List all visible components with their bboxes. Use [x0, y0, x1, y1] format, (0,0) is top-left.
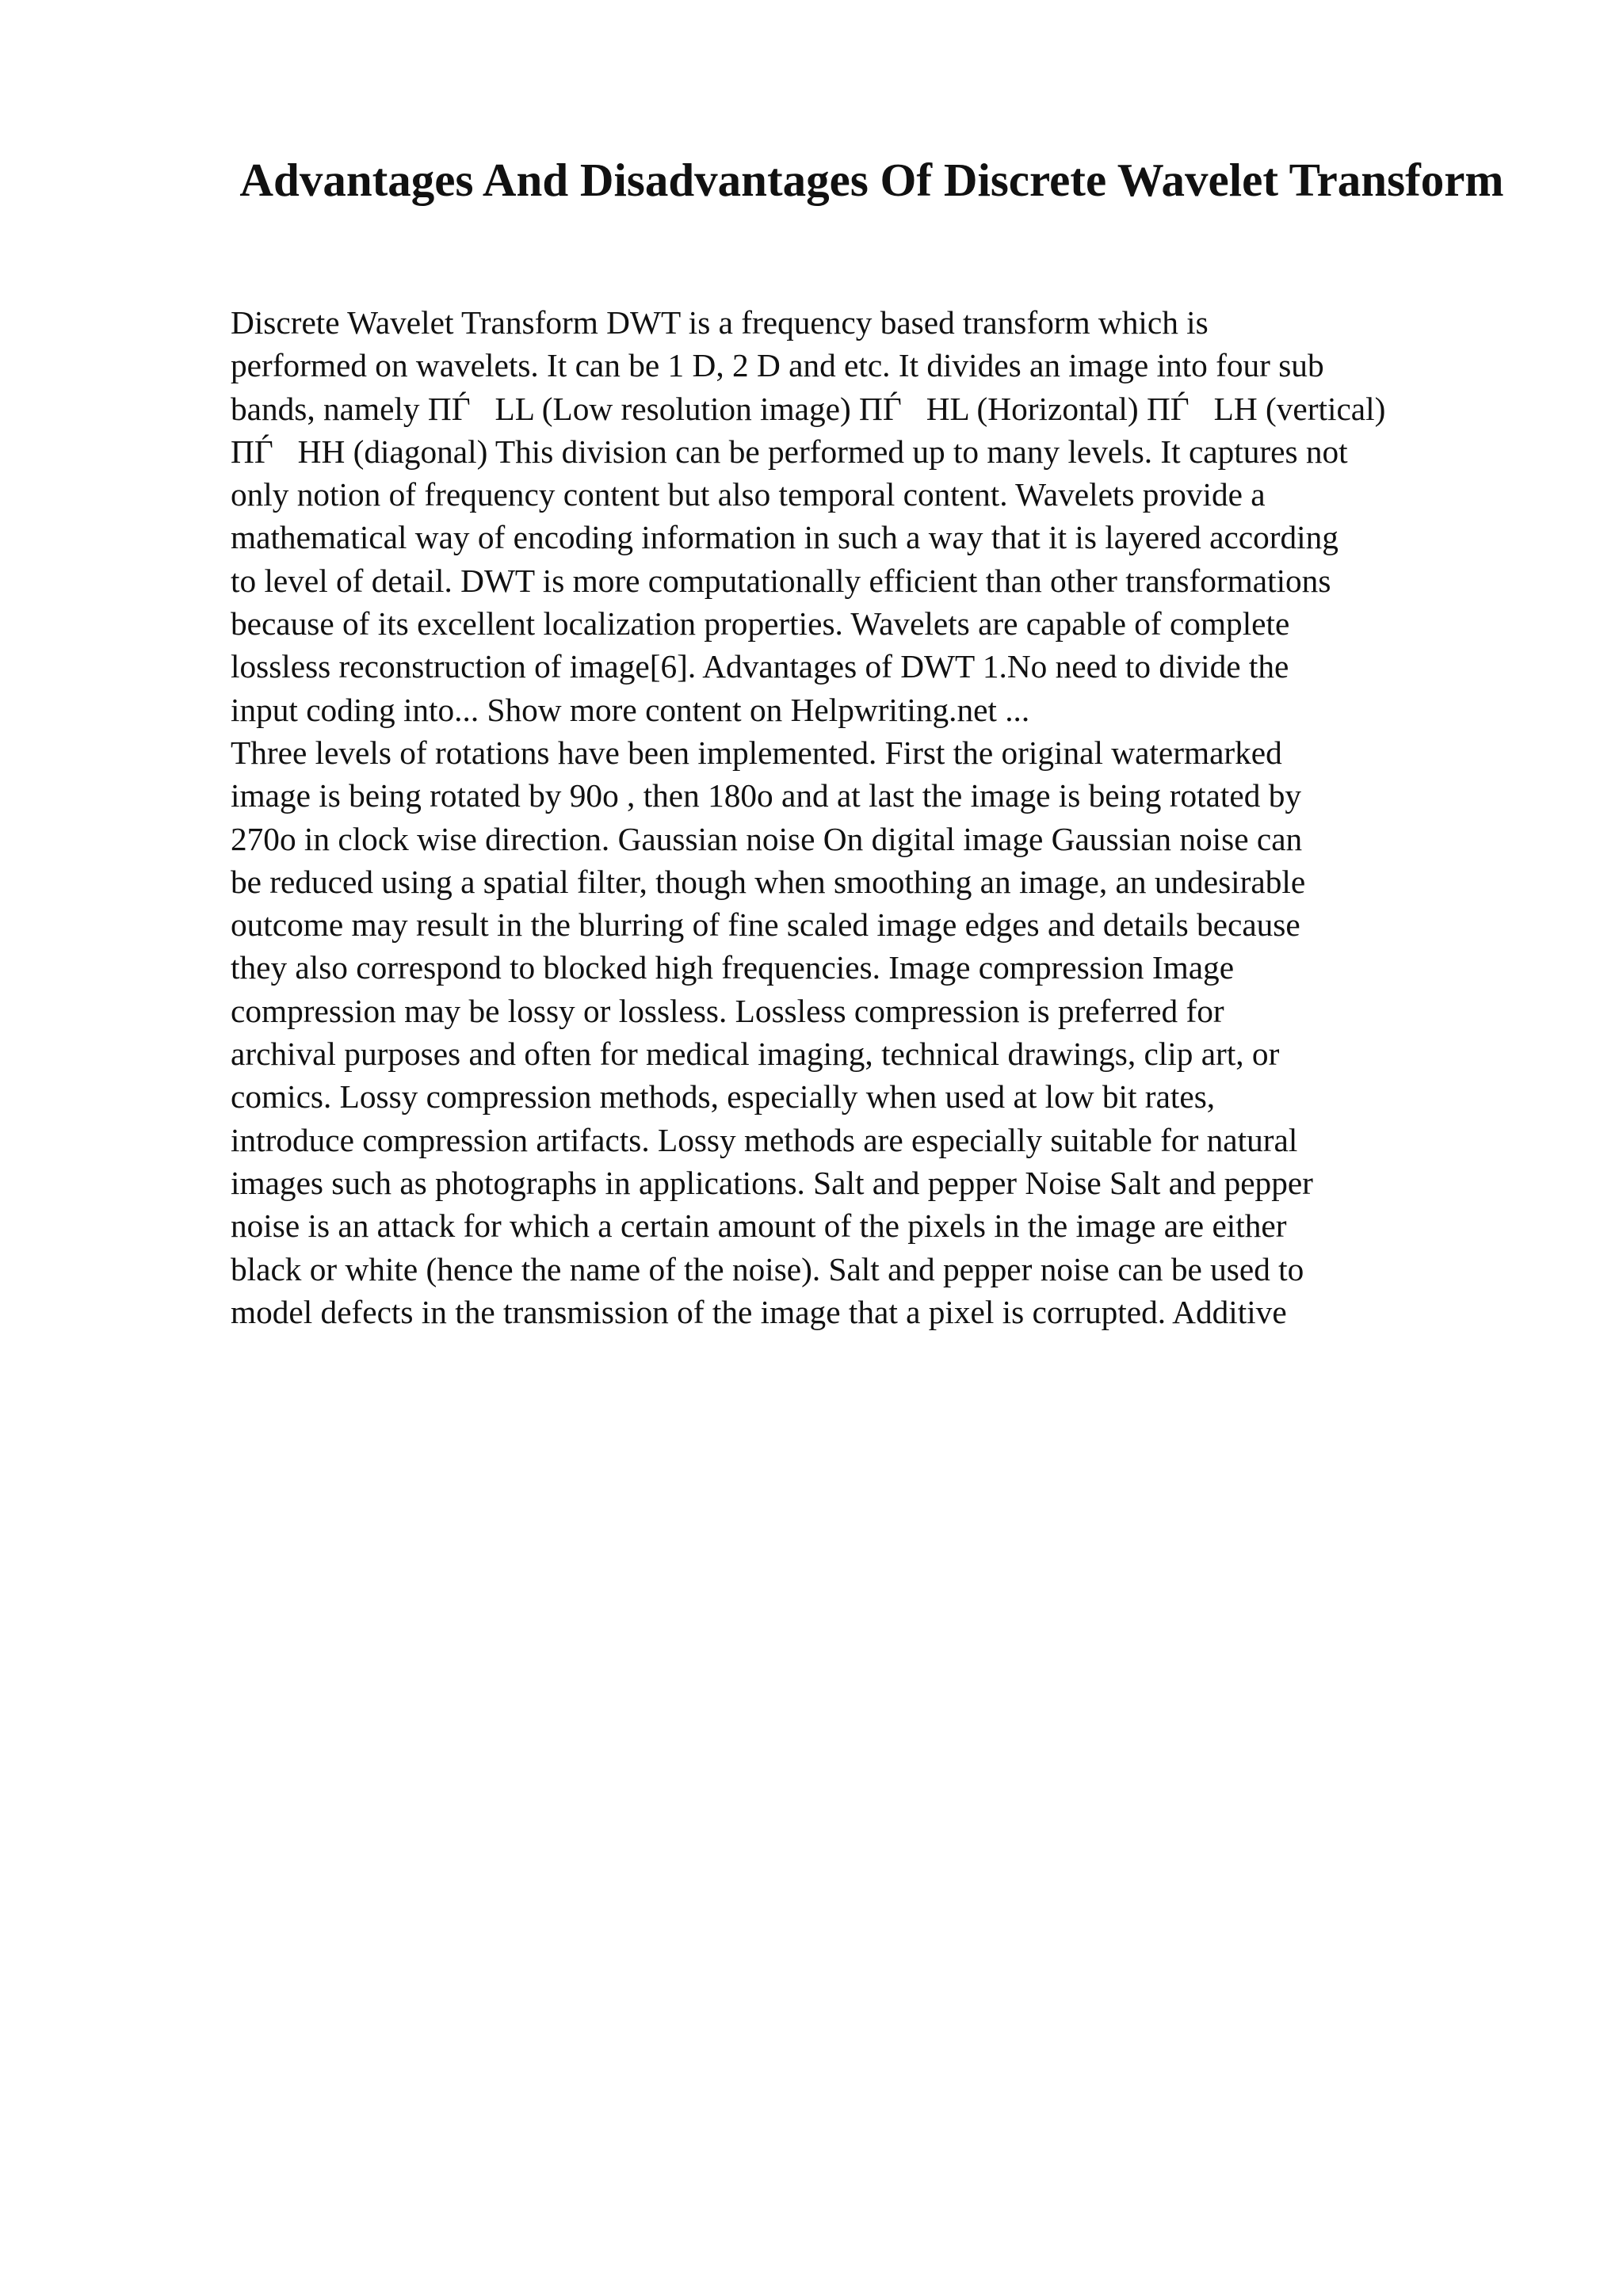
- body-line: 270o in clock wise direction. Gaussian noise On digital image Gaussian noise can: [231, 820, 1303, 857]
- body-line: images such as photographs in applications. Salt and pepper Noise Salt and pepper: [231, 1164, 1313, 1201]
- body-line: they also correspond to blocked high frequencies. Image compression Image: [231, 949, 1235, 986]
- body-line: because of its excellent localization properties. Wavelets are capable of complete: [231, 605, 1290, 643]
- body-line: archival purposes and often for medical imaging, technical drawings, clip art, or: [231, 1035, 1280, 1073]
- body-line: outcome may result in the blurring of fine scaled image edges and details because: [231, 906, 1300, 944]
- body-line: noise is an attack for which a certain amount of the pixels in the image are either: [231, 1207, 1287, 1245]
- body-line: input coding into... Show more content on Helpwriting.net ...: [231, 691, 1030, 728]
- body-line: mathematical way of encoding information in such a way that it is layered according: [231, 519, 1338, 556]
- body-line: to level of detail. DWT is more computationally efficient than other transformations: [231, 562, 1331, 599]
- body-line: image is being rotated by 90o , then 180o and at last the image is being rotated by: [231, 777, 1302, 814]
- body-line: black or white (hence the name of the noise). Salt and pepper noise can be used to: [231, 1250, 1304, 1287]
- body-line: model defects in the transmission of the image that a pixel is corrupted. Additive: [231, 1293, 1287, 1330]
- body-line: ПЃ HH (diagonal) This division can be performed up to many levels. It captures not: [231, 433, 1348, 470]
- body-line: Three levels of rotations have been implemented. First the original watermarked: [231, 734, 1282, 771]
- document-body: [231, 301, 1514, 1333]
- body-line: introduce compression artifacts. Lossy methods are especially suitable for natural: [231, 1121, 1298, 1158]
- body-line: compression may be lossy or lossless. Lossless compression is preferred for: [231, 992, 1224, 1029]
- body-line: bands, namely ПЃ LL (Low resolution image) ПЃ HL (Horizontal) ПЃ LH (vertical): [231, 390, 1386, 427]
- body-line: comics. Lossy compression methods, especially when used at low bit rates,: [231, 1078, 1216, 1116]
- body-line: be reduced using a spatial filter, though when smoothing an image, an undesirable: [231, 863, 1306, 900]
- body-line: Discrete Wavelet Transform DWT is a frequency based transform which is: [231, 304, 1209, 341]
- body-line: lossless reconstruction of image[6]. Advantages of DWT 1.No need to divide the: [231, 648, 1289, 685]
- body-line: only notion of frequency content but also temporal content. Wavelets provide a: [231, 476, 1266, 513]
- document-title: Advantages And Disadvantages Of Discrete Wavelet Transform: [239, 154, 1504, 206]
- body-line: performed on wavelets. It can be 1 D, 2 D and etc. It divides an image into four sub: [231, 347, 1324, 384]
